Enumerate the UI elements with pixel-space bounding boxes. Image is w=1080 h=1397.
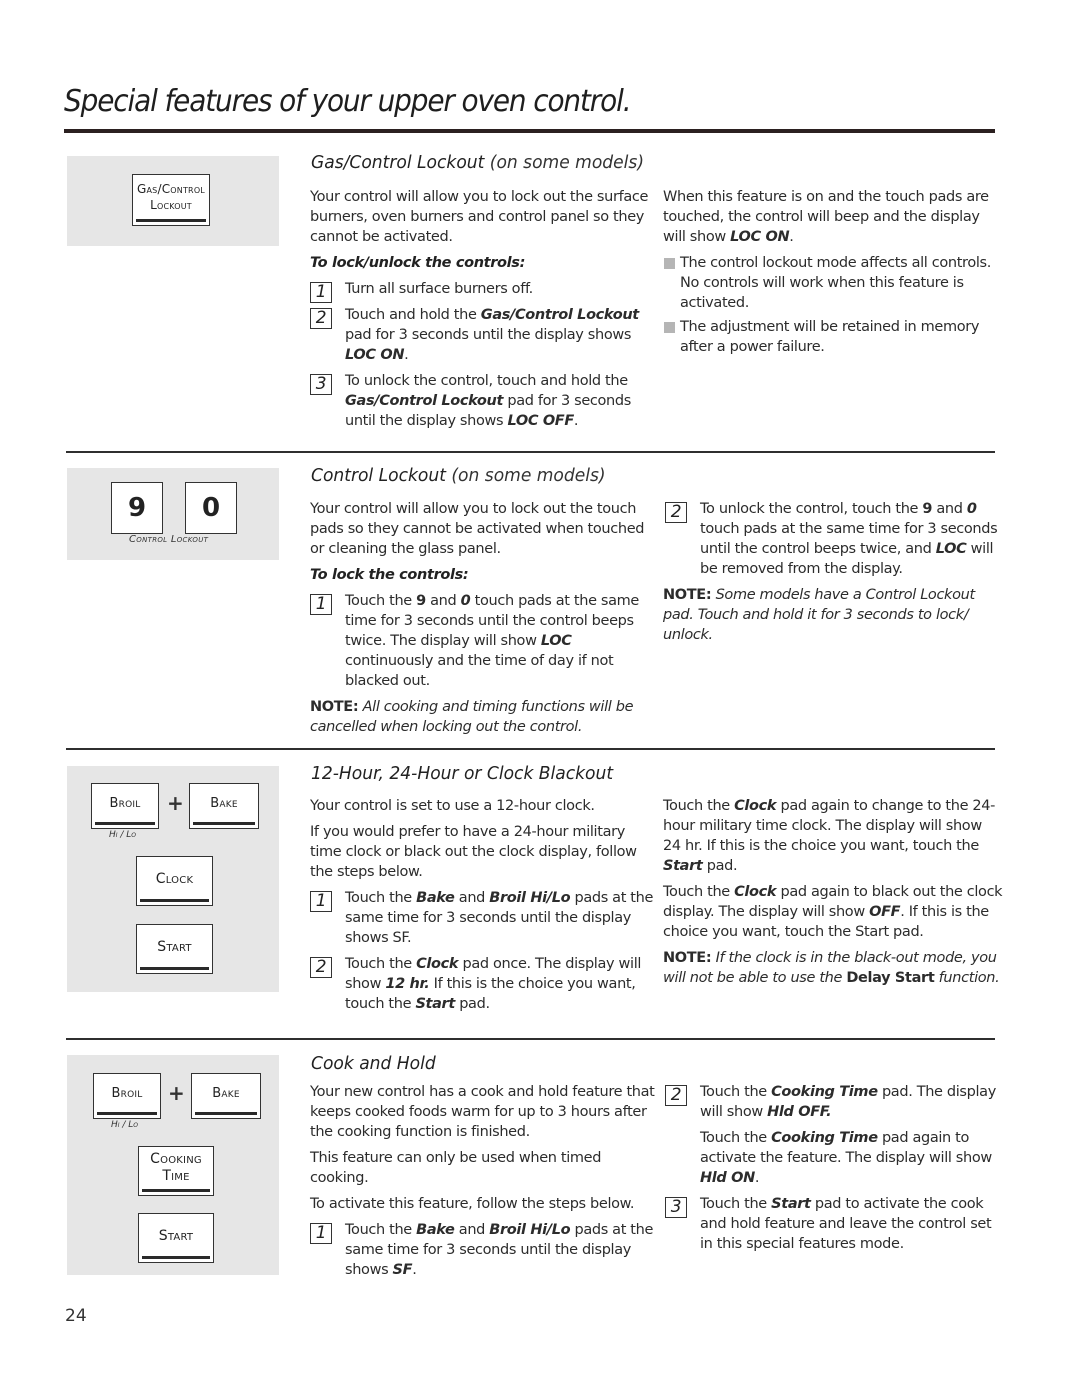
- start-pad: Start: [136, 924, 213, 974]
- cook-hold-right-column: [665, 1082, 1000, 1260]
- step-2: 2 Touch the Cooking Time pad. The display will show Hld OFF.: [665, 1082, 1000, 1122]
- clock-blackout-panel: [67, 766, 279, 992]
- key-9-pad: 9: [111, 482, 163, 534]
- section-heading-gas-lockout: Gas/Control Lockout (on some models): [311, 152, 645, 173]
- broil-pad: Broil: [93, 1073, 161, 1119]
- section-divider: [66, 1038, 995, 1040]
- title-rule: [64, 129, 995, 133]
- gas-lockout-right-column: [663, 187, 1003, 361]
- step-number-box: 1: [310, 891, 332, 912]
- section-heading-control-lockout: Control Lockout (on some models): [311, 465, 606, 486]
- step-number-box: 2: [310, 957, 332, 978]
- section-heading-clock-blackout: 12-Hour, 24-Hour or Clock Blackout: [311, 763, 614, 784]
- step-1: 1 Touch the Bake and Broil Hi/Lo pads at the same time for 3 seconds until the display shows SF.: [310, 888, 655, 948]
- intro-text: Your control will allow you to lock out the surface burners, oven burners and control panel so they cannot be activated.: [310, 189, 649, 245]
- step-2: 2 To unlock the control, touch the 9 and 0 touch pads at the same time for 3 seconds until the control beeps twice, and LOC will be removed from the display.: [665, 499, 1000, 579]
- plus-sign: +: [167, 791, 184, 815]
- gas-control-lockout-pad: [132, 174, 210, 226]
- step-number-box: 3: [310, 374, 332, 395]
- step-number-box: 1: [310, 1223, 332, 1244]
- note-text: NOTE: Some models have a Control Lockout pad. Touch and hold it for 3 seconds to lock/ unlock.: [663, 587, 975, 643]
- section-divider: [66, 451, 995, 453]
- step-2: 2 Touch the Clock pad once. The display will show 12 hr. If this is the choice you want, touch the Start pad.: [310, 954, 655, 1014]
- clock-pad: Clock: [136, 856, 213, 906]
- control-lockout-caption: Control Lockout: [129, 534, 209, 545]
- step-1: 1 Touch the Bake and Broil Hi/Lo pads at the same time for 3 seconds until the display shows SF.: [310, 1220, 655, 1280]
- control-lockout-right-column: [665, 499, 1000, 651]
- step-1: 1 Touch the 9 and 0 touch pads at the same time for 3 seconds until the control beeps twice. The display will show LOC continuously and the time of day if not blacked out.: [310, 591, 650, 691]
- step-3: 3 To unlock the control, touch and hold the Gas/Control Lockout pad for 3 seconds until the display shows LOC OFF.: [310, 371, 650, 431]
- control-lockout-panel: [67, 468, 279, 560]
- start-pad: Start: [138, 1213, 214, 1263]
- step-number-box: 1: [310, 594, 332, 615]
- broil-pad: Broil: [91, 783, 159, 829]
- note-text: NOTE: If the clock is in the black-out mode, you will not be able to use the Delay Start function.: [663, 950, 1000, 986]
- plus-sign: +: [168, 1081, 185, 1105]
- step-number-box: 3: [665, 1197, 687, 1218]
- step-number-box: 2: [665, 502, 687, 523]
- clock-blackout-right-column: Touch the Clock pad again to change to the 24-hour military time clock. The display will show 24 hr. If this is the choice you want, touch the Start pad. Touch the Clock pad again to black out the clock display. The display will show OFF. If this is the choice you want, touch the Start pad. NOTE: If the clock is in the black-out mode, you will not be able to use the Delay Start function.: [663, 798, 1003, 986]
- step-number-box: 2: [310, 308, 332, 329]
- intro-text: Your control will allow you to lock out the touch pads so they cannot be activated when touched or cleaning the glass panel.: [310, 501, 645, 557]
- pad-label: Gas/Control: [137, 182, 205, 196]
- subheading: To lock the controls:: [310, 567, 469, 583]
- pad-label: Lockout: [150, 198, 192, 212]
- hi-lo-label: Hi / Lo: [109, 830, 137, 840]
- bullet-item: The control lockout mode affects all controls. No controls will work when this feature is activated.: [663, 253, 1003, 313]
- bullet-item: The adjustment will be retained in memory after a power failure.: [663, 317, 1003, 357]
- step-1: 1 Turn all surface burners off.: [310, 279, 650, 299]
- step-2: 2 Touch and hold the Gas/Control Lockout pad for 3 seconds until the display shows LOC ON.: [310, 305, 650, 365]
- page-title: Special features of your upper oven control.: [64, 84, 631, 119]
- cook-hold-panel: [67, 1055, 279, 1275]
- bake-pad: Bake: [191, 1073, 261, 1119]
- bake-pad: Bake: [189, 783, 259, 829]
- key-0-pad: 0: [185, 482, 237, 534]
- cook-hold-left-column: Your new control has a cook and hold feature that keeps cooked foods warm for up to 3 hours after the cooking function is finished. This feature can only be used when timed cooking. To activate this feature, follow the steps below. 1 Touch the Bake and Broil Hi/Lo pads at the same time for 3 seconds until the display shows SF.: [310, 1084, 655, 1278]
- clock-blackout-left-column: Your control is set to use a 12-hour clock. If you would prefer to have a 24-hour military time clock or black out the clock display, follow the steps below. 1 Touch the Bake and Broil Hi/Lo pads at the same time for 3 seconds until the display shows SF. 2 Touch the Clock pad once. The display will show 12 hr. If this is the choice you want, touch the Start pad.: [310, 798, 654, 1012]
- step-number-box: 1: [310, 282, 332, 303]
- note-text: NOTE: All cooking and timing functions will be cancelled when locking out the control.: [310, 699, 634, 735]
- gas-lockout-left-column: [310, 187, 650, 437]
- gas-lockout-panel: [67, 156, 279, 246]
- intro-text: When this feature is on and the touch pads are touched, the control will beep and the display will show LOC ON.: [663, 189, 989, 245]
- step-2-continued: Touch the Cooking Time pad again to activate the feature. The display will show Hld ON.: [700, 1130, 992, 1186]
- step-number-box: 2: [665, 1085, 687, 1106]
- page-number: 24: [65, 1306, 87, 1326]
- control-lockout-left-column: [310, 499, 650, 743]
- section-divider: [66, 748, 995, 750]
- section-heading-cook-hold: Cook and Hold: [311, 1053, 436, 1074]
- subheading: To lock/unlock the controls:: [310, 255, 526, 271]
- step-3: 3 Touch the Start pad to activate the cook and hold feature and leave the control set in this special features mode.: [665, 1194, 1000, 1254]
- cooking-time-pad: Cooking Time: [138, 1146, 214, 1196]
- hi-lo-label: Hi / Lo: [111, 1120, 139, 1130]
